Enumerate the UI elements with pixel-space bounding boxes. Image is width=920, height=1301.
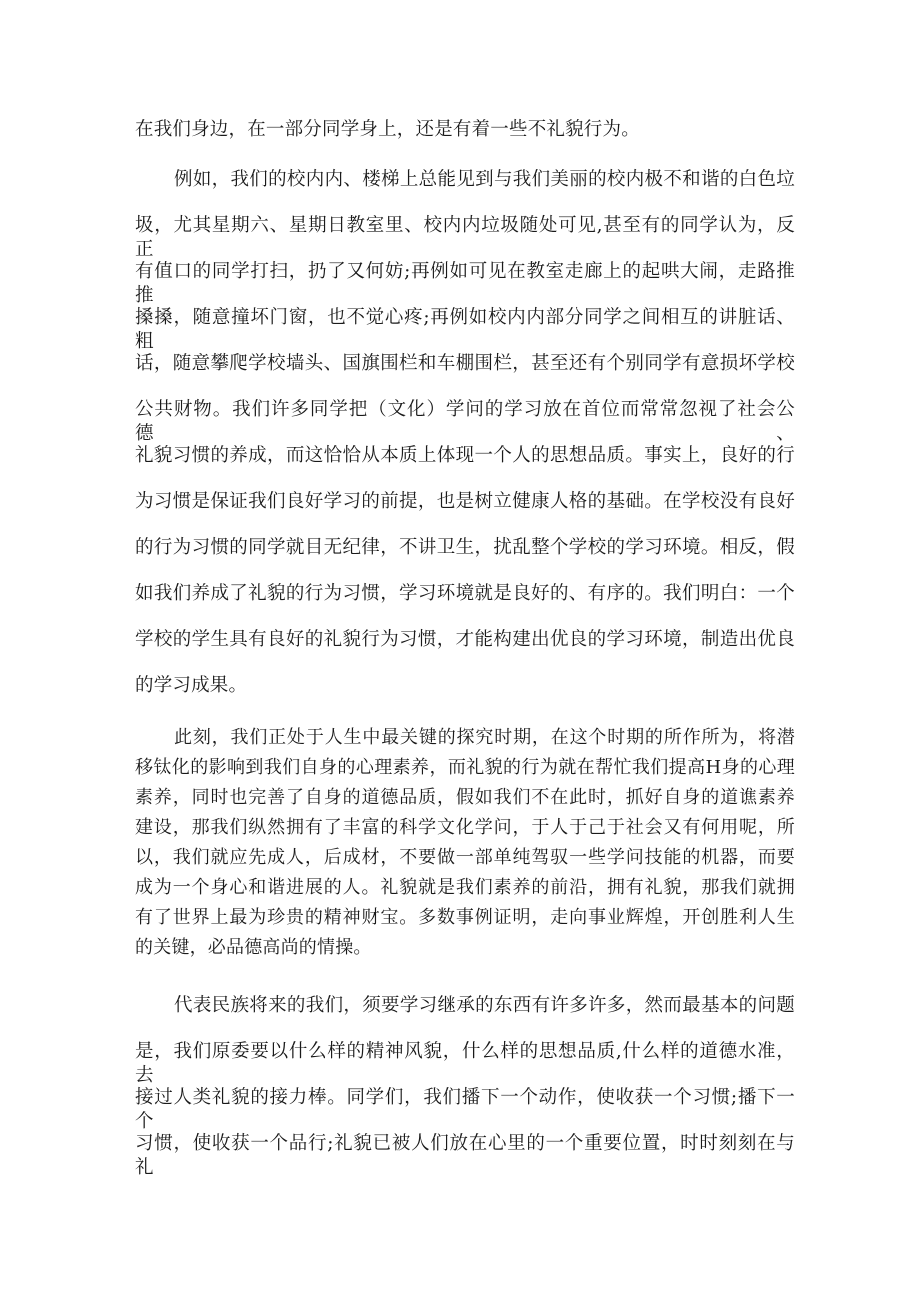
paragraph-2-line-11: 学校的学生具有良好的礼貌行为习惯，才能构建出优良的学习环境，制造出优良 (135, 629, 795, 650)
paragraph-3-line-6: 成为一个身心和谐进展的人。礼貌就是我们素养的前沿，拥有礼貌，那我们就拥 (135, 877, 795, 898)
paragraph-2-line-3: 有值口的同学打扫，扔了又何妨;再例如可见在教室走廊上的起哄大闹，走路推推 (135, 261, 795, 306)
paragraph-2-line-7: 礼貌习惯的养成，而这恰恰从本质上体现一个人的思想品质。事实上，良好的行 (135, 445, 795, 466)
paragraph-3-line-2: 移钛化的影响到我们自身的心理素养，而礼貌的行为就在帮忙我们提高H身的心理 (135, 757, 795, 778)
paragraph-3-line-5: 以，我们就应先成人，后成材，不要做一部单纯驾驭一些学问技能的机器，而要 (135, 847, 795, 868)
paragraph-3-line-4: 建设，那我们纵然拥有了丰富的科学文化学问，于人于己于社会又有何用呢，所 (135, 817, 795, 838)
paragraph-1-line-1: 在我们身边，在一部分同学身上，还是有着一些不礼貌行为。 (135, 119, 640, 140)
paragraph-4-line-1: 代表民族将来的我们，须要学习继承的东西有许多许多，然而最基本的问题 (174, 995, 795, 1016)
paragraph-4-line-2: 是，我们原委要以什么样的精神风貌，什么样的思想品质,什么样的道德水准，去 (135, 1041, 795, 1086)
paragraph-2-line-5: 话，随意攀爬学校墙头、国旗围栏和车棚围栏，甚至还有个别同学有意损坏学校 (135, 353, 795, 374)
paragraph-2-line-4: 搡搡，随意撞坏门窗，也不觉心疼;再例如校内内部分同学之间相互的讲脏话、粗 (135, 307, 795, 352)
paragraph-2-line-2: 圾，尤其星期六、星期日教室里、校内内垃圾随处可见,甚至有的同学认为，反正 (135, 215, 795, 260)
paragraph-2-line-6: 公共财物。我们许多同学把（文化）学问的学习放在首位而常常忽视了社会公德、 (135, 399, 795, 444)
paragraph-3-line-1: 此刻，我们正处于人生中最关键的探究时期，在这个时期的所作所为，将潜 (174, 727, 795, 748)
paragraph-3-line-7: 有了世界上最为珍贵的精神财宝。多数事例证明，走向事业辉煌，开创胜利人生 (135, 907, 795, 928)
paragraph-2-line-10: 如我们养成了礼貌的行为习惯，学习环境就是良好的、有序的。我们明白：一个 (135, 583, 795, 604)
paragraph-2-line-1: 例如，我们的校内内、楼梯上总能见到与我们美丽的校内极不和谐的白色垃 (174, 169, 795, 190)
paragraph-2-line-12: 的学习成果。 (135, 675, 248, 696)
paragraph-4-line-3: 接过人类礼貌的接力棒。同学们，我们播下一个动作，使收获一个习惯;播下一个 (135, 1087, 795, 1132)
paragraph-2-line-9: 的行为习惯的同学就目无纪律，不讲卫生，扰乱整个学校的学习环境。相反，假 (135, 537, 795, 558)
paragraph-3-line-3: 素养，同时也完善了自身的道德品质，假如我们不在此时，抓好自身的道谯素养 (135, 787, 795, 808)
paragraph-2-line-8: 为习惯是保证我们良好学习的前提，也是树立健康人格的基础。在学校没有良好 (135, 491, 795, 512)
paragraph-3-line-8: 的关键，必品德高尚的情操。 (135, 937, 372, 958)
paragraph-4-line-4: 习惯，使收获一个品行;礼貌已被人们放在心里的一个重要位置，时时刻刻在与礼 (135, 1133, 795, 1178)
